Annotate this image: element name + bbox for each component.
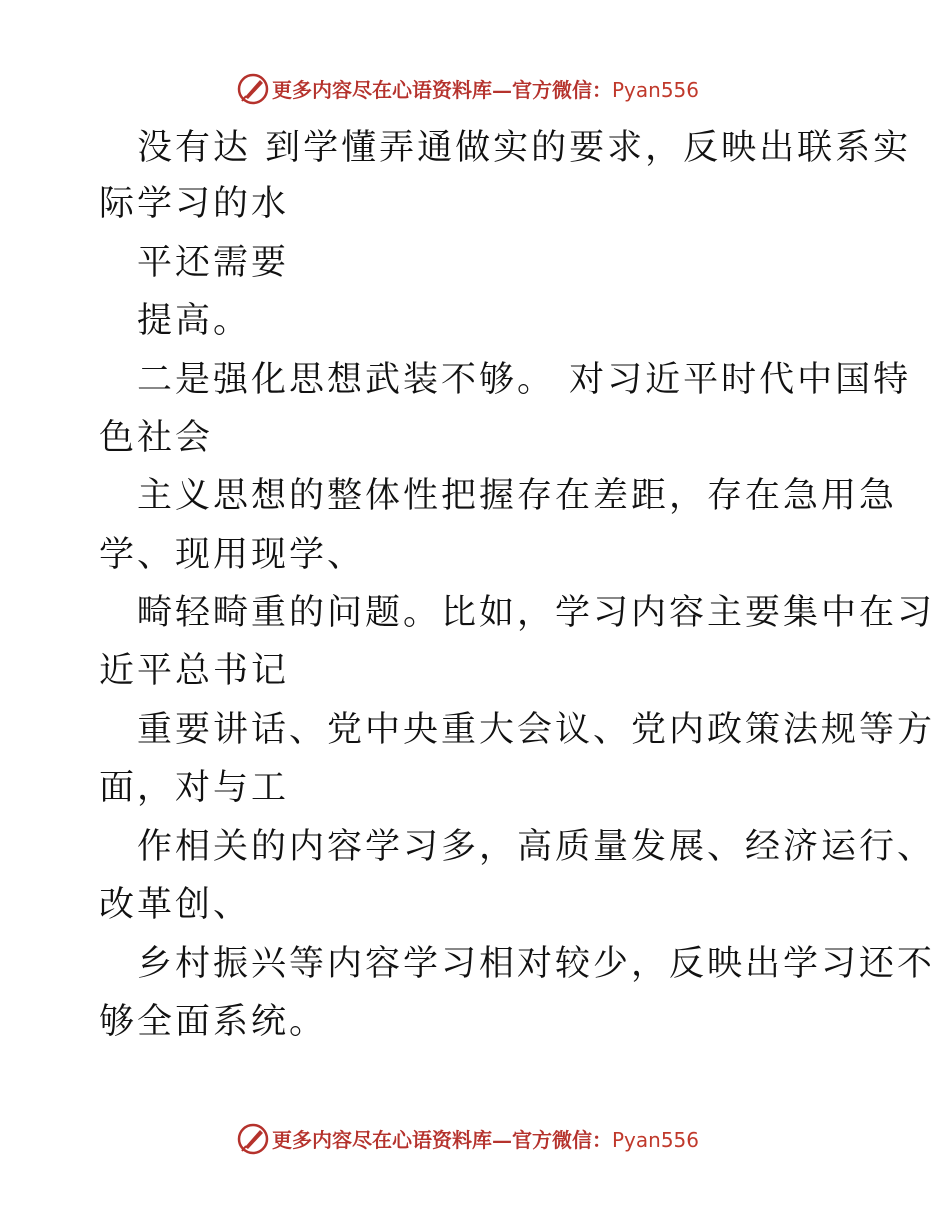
text-line: 没有达 到学懂弄通做实的要求，反映出联系实 <box>137 128 912 168</box>
banner-text <box>272 78 699 102</box>
banner-brand: 更多内容尽在心语资料库 <box>272 1128 492 1152</box>
text-line: 畸轻畸重的问题。比如，学习内容主要集中在习 <box>137 593 936 633</box>
text-line: 主义思想的整体性把握存在差距，存在急用急 <box>137 476 898 516</box>
header-banner <box>0 70 950 110</box>
text-line: 够全面系统。 <box>99 1002 328 1042</box>
banner-wechat-id: Pyan556 <box>612 78 700 102</box>
footer-banner <box>0 1120 950 1160</box>
text-line: 学、现用现学、 <box>99 535 366 575</box>
banner-brand: 更多内容尽在心语资料库 <box>272 78 492 102</box>
text-line: 近平总书记 <box>99 651 290 691</box>
banner-wechat-label: 官方微信： <box>512 1128 612 1152</box>
text-line: 改革创、 <box>99 885 252 925</box>
quill-circle-icon <box>236 1122 270 1156</box>
banner-separator: — <box>492 1128 512 1152</box>
banner-wechat-label: 官方微信： <box>512 78 612 102</box>
quill-circle-icon <box>236 72 270 106</box>
text-line: 作相关的内容学习多，高质量发展、经济运行、 <box>137 827 936 867</box>
banner-wechat-id: Pyan556 <box>612 1128 700 1152</box>
text-line: 际学习的水 <box>99 184 290 224</box>
banner-separator: — <box>492 78 512 102</box>
text-line: 色社会 <box>99 418 214 458</box>
text-line: 二是强化思想武装不够。 对习近平时代中国特 <box>137 360 912 400</box>
text-line: 乡村振兴等内容学习相对较少，反映出学习还不 <box>137 944 936 984</box>
banner-text <box>272 1128 699 1152</box>
text-line: 面，对与工 <box>99 768 290 808</box>
text-line: 平还需要 <box>137 243 290 283</box>
text-line: 提高。 <box>137 301 252 341</box>
text-line: 重要讲话、党中央重大会议、党内政策法规等方 <box>137 710 936 750</box>
